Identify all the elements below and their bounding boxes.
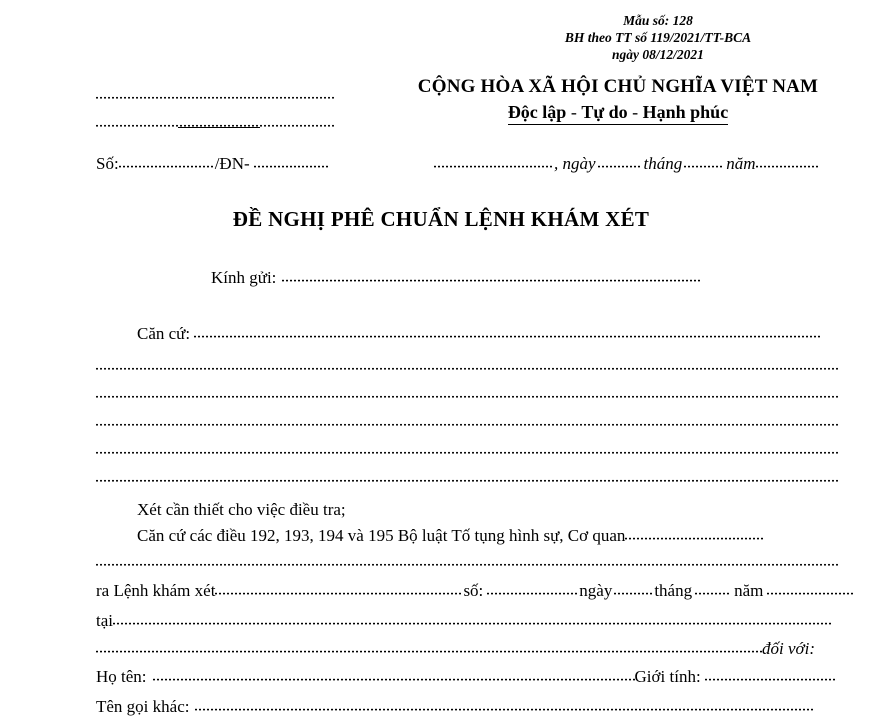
agency-blank-line-1	[96, 84, 336, 100]
subject-alias-blank[interactable]	[195, 695, 815, 712]
toward-label: đối với:	[762, 639, 815, 658]
location-line	[96, 609, 831, 631]
basis-blank-inline[interactable]	[194, 322, 820, 339]
order-agency-blank[interactable]	[215, 579, 463, 596]
day-blank[interactable]	[598, 152, 642, 169]
recipient-row	[211, 266, 700, 288]
subject-name-row	[96, 665, 837, 687]
form-code-line-1: Mẫu số: 128	[623, 13, 693, 28]
basis-blank-line-5[interactable]	[96, 467, 838, 483]
page-title: ĐỀ NGHỊ PHÊ CHUẨN LỆNH KHÁM XÉT	[232, 207, 650, 231]
subject-gender-blank[interactable]	[705, 665, 837, 682]
motto-freedom: Tự do	[581, 102, 628, 122]
motto-independence: Độc lập	[507, 102, 567, 122]
order-month-label: tháng	[654, 581, 693, 600]
subject-name-blank[interactable]	[153, 665, 635, 682]
motto-separator-1: -	[566, 102, 582, 122]
recipient-blank[interactable]	[282, 266, 700, 283]
basis-blank-line-4[interactable]	[96, 439, 838, 455]
year-label: năm	[726, 154, 756, 173]
country-name: CỘNG HÒA XÃ HỘI CHỦ NGHĨA VIỆT NAM	[417, 76, 819, 97]
date-line	[434, 152, 818, 174]
order-number-label: số:	[463, 581, 484, 600]
order-prefix: ra Lệnh khám xét	[96, 581, 216, 600]
order-day-blank[interactable]	[614, 579, 652, 596]
agency-name-blank[interactable]	[625, 524, 765, 541]
subject-alias-label: Tên gọi khác:	[96, 697, 190, 716]
order-day-label: ngày	[579, 581, 613, 600]
order-line	[96, 579, 853, 601]
recipient-label: Kính gửi:	[211, 268, 277, 287]
basis-label: Căn cứ:	[137, 324, 191, 343]
document-number-line	[96, 152, 330, 174]
location-label: tại	[96, 611, 113, 630]
motto-happiness: Hạnh phúc	[642, 102, 729, 122]
place-blank[interactable]	[434, 152, 554, 169]
agency-name-blank-line[interactable]	[96, 551, 838, 567]
subject-gender-label: Giới tính:	[634, 667, 701, 686]
basis-blank-line-2[interactable]	[96, 383, 838, 399]
narrative-block	[137, 497, 765, 549]
agency-divider-rule	[178, 127, 260, 128]
day-label: ngày	[562, 154, 596, 173]
subject-alias-row	[96, 695, 815, 717]
location-blank[interactable]	[113, 609, 831, 626]
month-label: tháng	[643, 154, 683, 173]
month-blank[interactable]	[684, 152, 724, 169]
national-motto	[508, 102, 728, 125]
order-year-blank[interactable]	[767, 579, 853, 596]
form-code-block	[478, 12, 838, 63]
order-number-blank[interactable]	[487, 579, 579, 596]
subject-name-label: Họ tên:	[96, 667, 147, 686]
order-year-label: năm	[734, 581, 764, 600]
basis-blank-line-3[interactable]	[96, 411, 838, 427]
document-suffix-blank[interactable]	[254, 152, 330, 169]
narrative-line-1: Xét cần thiết cho việc điều tra;	[137, 500, 346, 519]
date-comma: ,	[554, 154, 559, 173]
motto-separator-2: -	[627, 102, 643, 122]
toward-line	[96, 637, 815, 659]
agency-blank-line-2	[96, 112, 336, 128]
form-code-line-3: ngày 08/12/2021	[612, 47, 704, 62]
basis-blank-line-1[interactable]	[96, 355, 838, 371]
document-number-separator: /ĐN-	[214, 154, 250, 173]
narrative-line-2: Căn cứ các điều 192, 193, 194 và 195 Bộ luật Tố tụng hình sự, Cơ quan	[137, 526, 626, 545]
form-code-line-2: BH theo TT số 119/2021/TT-BCA	[564, 30, 752, 45]
year-blank[interactable]	[756, 152, 818, 169]
document-number-blank[interactable]	[119, 152, 215, 169]
basis-row	[137, 322, 820, 344]
national-heading	[392, 76, 844, 125]
narrative-line-2-row	[137, 523, 765, 549]
document-number-label: Số:	[96, 154, 119, 173]
order-month-blank[interactable]	[695, 579, 731, 596]
location-blank-continued[interactable]	[96, 637, 762, 654]
